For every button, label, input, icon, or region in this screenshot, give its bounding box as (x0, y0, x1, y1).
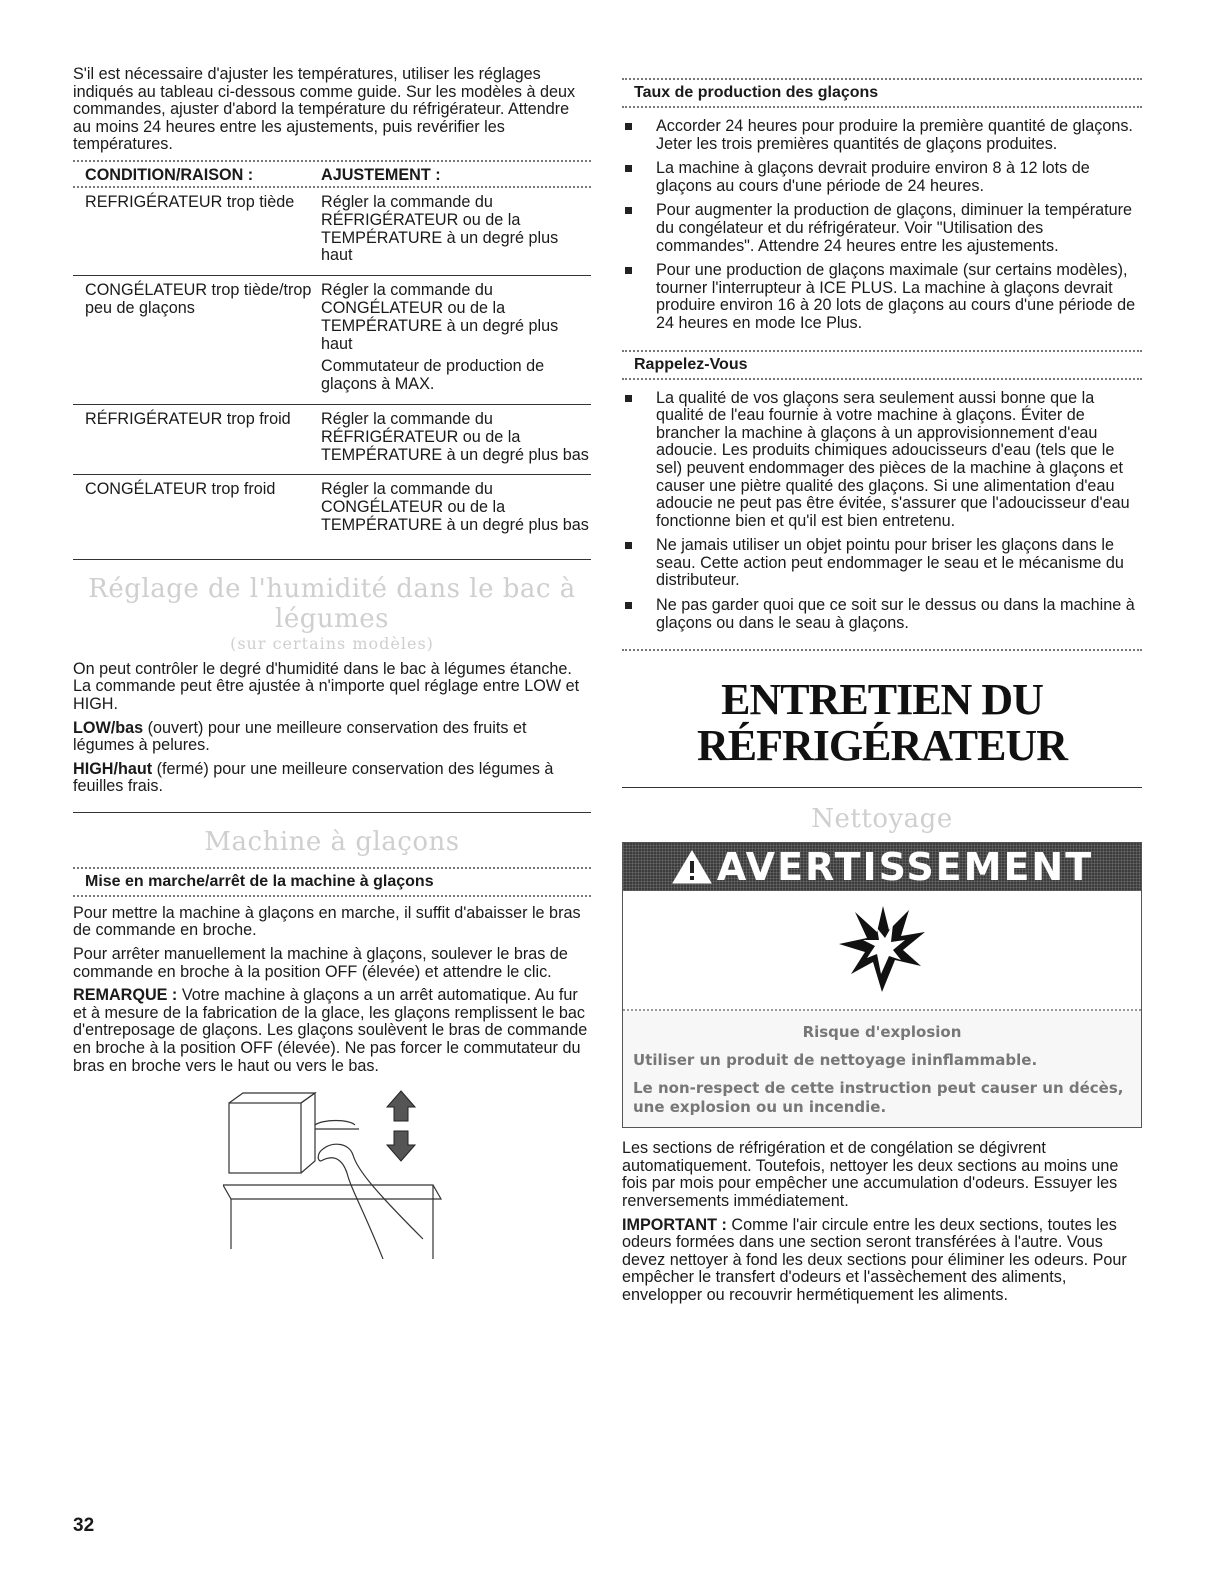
adjust-cell (321, 411, 591, 464)
adjust-cell (321, 282, 591, 394)
production-list (622, 118, 1142, 333)
icemaker-subhead: Mise en marche/arrêt de la machine à glaçons (85, 872, 434, 890)
adjust-text: Régler la commande du CONGÉLATEUR ou de la TEMPÉRATURE à un degré plus bas (321, 480, 589, 534)
production-subhead: Taux de production des glaçons (634, 84, 879, 101)
low-paragraph (73, 720, 591, 755)
cleaning-paragraph: Les sections de réfrigération et de congélation se dégivrent automatiquement. Toutefois, nettoyer les deux sections au moins une fois par mois pour empêcher une accumulation d'odeurs. Essuyer les renversements immédiatement. (622, 1139, 1119, 1211)
left-column (73, 66, 591, 1259)
explosion-icon (837, 904, 927, 996)
intro-paragraph: S'il est nécessaire d'ajuster les températures, utiliser les réglages indiqués au tableau ci-dessous comme guide. Sur les modèles à deux commandes, ajuster d'abord la température du réfrigérateur. Attendre au moins 24 heures entre les ajustements, puis revérifier les températures. (73, 65, 576, 154)
right-column (622, 78, 1142, 1311)
icemaker-p2: Pour arrêter manuellement la machine à glaçons, soulever le bras de commande en broche à la position OFF (élevée) et attendre le clic. (73, 945, 568, 981)
adjust-text: Régler la commande du RÉFRIGÉRATEUR ou de la TEMPÉRATURE à un degré plus haut (321, 192, 559, 265)
humidity-paragraph: On peut contrôler le degré d'humidité dans le bac à légumes étanche. La commande peut être ajustée à n'importe quel réglage entre LOW et HIGH. (73, 659, 580, 713)
warning-box (622, 842, 1142, 1128)
important-label: IMPORTANT : (622, 1215, 727, 1234)
cleaning-title: Nettoyage (811, 804, 953, 835)
explosion-image (623, 891, 1141, 1011)
warning-banner (623, 843, 1141, 891)
list-item: Accorder 24 heures pour produire la première quantité de glaçons. Jeter les trois premières quantités de glaçons produites. (622, 118, 1142, 153)
condition-cell: CONGÉLATEUR trop froid (85, 480, 276, 499)
icemaker-p1: Pour mettre la machine à glaçons en marche, il suffit d'abaisser le bras de commande en broche. (73, 903, 581, 940)
high-label: HIGH/haut (73, 759, 153, 778)
adjust-cell (321, 194, 591, 265)
icemaker-p3 (73, 987, 591, 1075)
high-text: (fermé) pour une meilleure conservation des légumes à feuilles frais. (73, 759, 554, 796)
condition-cell: CONGÉLATEUR trop tiède/trop peu de glaçons (85, 281, 312, 317)
warning-heading (671, 845, 1093, 889)
chapter-title-line1: ENTRETIEN DU (721, 675, 1043, 725)
humidity-subtitle: (sur certains modèles) (230, 633, 434, 653)
icemaker-arm-illustration (223, 1089, 463, 1259)
warning-triangle-icon (671, 849, 713, 885)
chapter-title-line2: RÉFRIGÉRATEUR (696, 721, 1067, 771)
adjust-extra: Commutateur de production de glaçons à MAX. (321, 357, 545, 394)
remark-label: REMARQUE : (73, 986, 178, 1005)
warning-text (623, 1011, 1141, 1127)
list-item: La qualité de vos glaçons sera seulement aussi bonne que la qualité de l'eau fournie à votre machine à glaçons. Éviter de brancher la machine à glaçons à un approvisionnement d'eau adoucie. Les produits chimiques adoucisseurs d'eau (tels que le sel) peuvent endommager des pièces de la machine à glaçons et causer une piètre qualité des glaçons. Si une alimentation d'eau adoucie ne peut pas être évitée, s'assurer que l'adoucisseur d'eau fonctionne bien et qu'il est bien entretenu. (622, 390, 1142, 531)
up-down-arrows-icon (387, 1091, 415, 1161)
table-row (73, 405, 591, 474)
adjust-text: Régler la commande du CONGÉLATEUR ou de la TEMPÉRATURE à un degré plus haut (321, 281, 559, 353)
table-row (73, 475, 591, 558)
low-label: LOW/bas (73, 718, 144, 737)
table-row (73, 188, 591, 275)
condition-cell: RÉFRIGÉRATEUR trop froid (85, 409, 291, 428)
remark-text: Votre machine à glaçons a un arrêt automatique. Au fur et à mesure de la fabrication de la glace, les glaçons remplissent le bac d'entreposage de glaçons. Les glaçons soulèvent le bras de commande en broche à la position OFF (élevée). Ne pas forcer le commutateur du bras en broche vers le haut ou vers le bas. (73, 986, 588, 1075)
list-item: Ne jamais utiliser un objet pointu pour briser les glaçons dans le seau. Cette action peut endommager le seau et le mécanisme du distributeur. (622, 537, 1142, 590)
icemaker-title: Machine à glaçons (204, 826, 460, 857)
list-item: La machine à glaçons devrait produire environ 8 à 12 lots de glaçons au cours d'une période de 24 heures. (622, 160, 1142, 195)
humidity-title: Réglage de l'humidité dans le bac à légumes (88, 573, 576, 634)
adjust-text: Régler la commande du RÉFRIGÉRATEUR ou de la TEMPÉRATURE à un degré plus bas (321, 409, 589, 464)
list-item: Ne pas garder quoi que ce soit sur le dessus ou dans la machine à glaçons ou dans le seau à glaçons. (622, 597, 1142, 632)
page-number: 32 (73, 1515, 95, 1536)
header-condition: CONDITION/RAISON : (85, 165, 254, 184)
header-adjust: AJUSTEMENT : (321, 165, 441, 184)
table-header (73, 162, 591, 186)
condition-cell: REFRIGÉRATEUR trop tiède (85, 192, 295, 211)
important-paragraph (622, 1217, 1142, 1305)
important-text: Comme l'air circule entre les deux sections, toutes les odeurs formées dans une section seront transférées à l'autre. Vous devez nettoyer à fond les deux sections pour éliminer les odeurs. Pour empêcher le transfert d'odeurs et l'assèchement des aliments, envelopper ou recouvrir hermétiquement les aliments. (622, 1215, 1127, 1304)
warning-word: AVERTISSEMENT (716, 845, 1094, 890)
adjust-cell (321, 481, 591, 534)
list-item: Pour une production de glaçons maximale (sur certains modèles), tourner l'interrupteur à ICE PLUS. La machine à glaçons devrait produire environ 16 à 20 lots de glaçons au cours d'une période de 24 heures en mode Ice Plus. (622, 262, 1142, 332)
low-text: (ouvert) pour une meilleure conservation des fruits et légumes à pelures. (73, 718, 527, 755)
warning-instruction: Utiliser un produit de nettoyage ininflammable. (633, 1051, 1038, 1070)
table-row (73, 276, 591, 404)
warning-risk: Risque d'explosion (802, 1023, 962, 1042)
remember-subhead: Rappelez-Vous (634, 355, 748, 373)
icemaker-illustration (223, 1089, 463, 1259)
remember-list (622, 390, 1142, 633)
warning-body (623, 891, 1141, 1127)
warning-consequence: Le non-respect de cette instruction peut causer un décès, une explosion ou un incendie. (633, 1079, 1124, 1117)
high-paragraph (73, 761, 591, 796)
list-item: Pour augmenter la production de glaçons, diminuer la température du congélateur et du réfrigérateur. Voir "Utilisation des commandes". Attendre 24 heures entre les ajustements. (622, 202, 1142, 255)
adjustment-table (73, 162, 591, 560)
